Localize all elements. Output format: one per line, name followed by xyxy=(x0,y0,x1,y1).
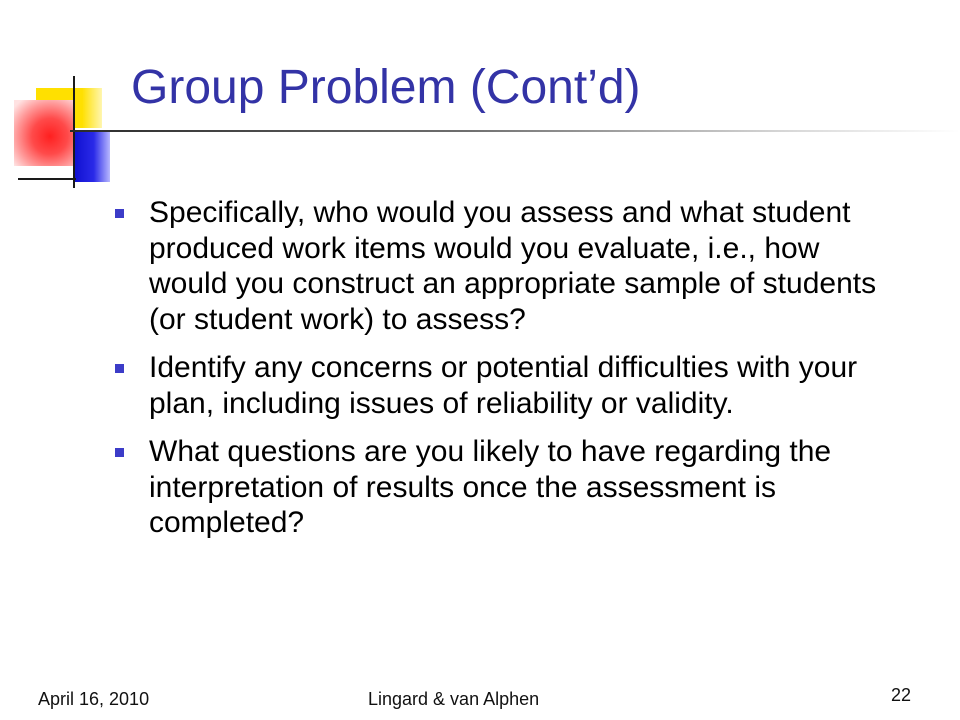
vertical-accent-line xyxy=(73,76,75,188)
horizontal-accent-tick xyxy=(18,178,76,180)
title-underline-rule xyxy=(70,130,960,132)
slide-title: Group Problem (Cont’d) xyxy=(131,61,641,114)
bullet-text: Identify any concerns or potential difficulties with your plan, including issues of reliability or validity. xyxy=(149,351,858,420)
bullet-square-icon xyxy=(115,209,124,218)
footer-date: April 16, 2010 xyxy=(38,689,150,709)
footer-author: Lingard & van Alphen xyxy=(368,689,540,709)
bullet-item xyxy=(112,195,902,337)
bullet-item xyxy=(112,434,902,541)
blue-square xyxy=(74,130,110,182)
bullet-text: Specifically, who would you assess and what student produced work items would you evaluate, i.e., how would you construct an appropriate sample of students (or student work) to assess? xyxy=(149,196,877,336)
bullet-item xyxy=(112,350,902,421)
slide-number: 22 xyxy=(891,685,912,705)
red-square xyxy=(14,100,74,166)
bullet-text: What questions are you likely to have regarding the interpretation of results once the assessment is completed? xyxy=(149,435,832,539)
bullet-square-icon xyxy=(115,448,124,457)
bullet-square-icon xyxy=(115,364,124,373)
bullet-list xyxy=(112,195,902,554)
